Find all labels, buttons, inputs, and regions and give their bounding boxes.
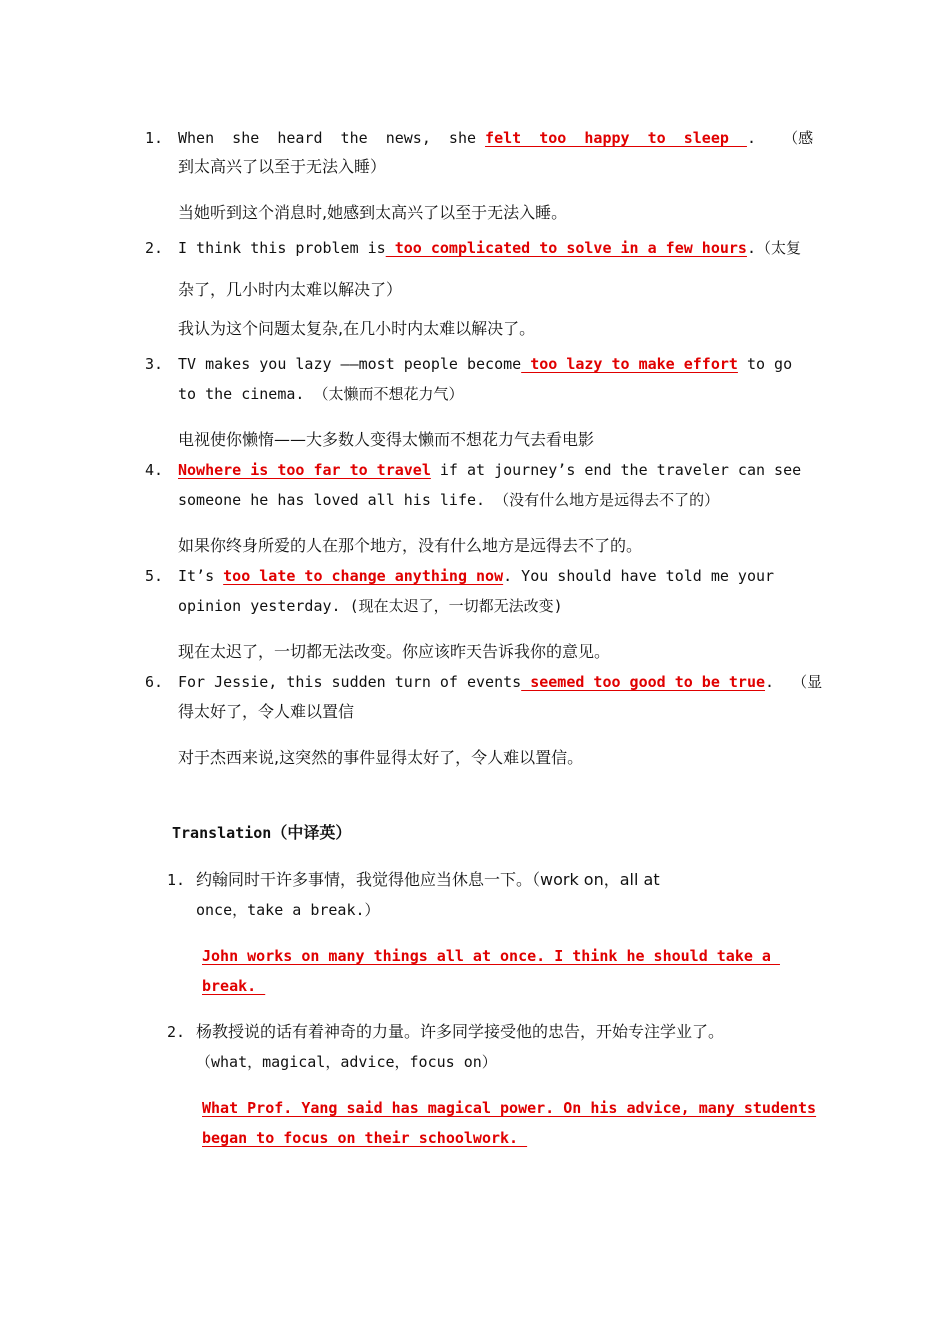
chinese-translation: 现在太迟了，一切都无法改变。你应该昨天告诉我你的意见。 [178, 642, 611, 661]
item-number: 6. [145, 673, 164, 691]
prompt-line-2: （what，magical，advice，focus on） [196, 1053, 497, 1071]
sentence-text: It’s [178, 567, 224, 585]
sentence-text: .（太复 [746, 239, 801, 257]
item-number: 5. [145, 567, 164, 585]
section-title-cn: （中译英） [271, 823, 352, 842]
section-title [172, 823, 351, 844]
sentence-text: . You should have told me your [503, 567, 775, 585]
answer-line-1: John works on many things all at once. I think he should take a [202, 947, 780, 965]
answer-text: felt too happy to sleep [485, 129, 747, 147]
answer-line-2: break. [202, 977, 266, 995]
sentence-line-2: opinion yesterday. (现在太迟了，一切都无法改变) [178, 597, 563, 615]
sentence-text: For Jessie, this sudden turn of events [178, 673, 522, 691]
answer-text: Nowhere is too far to travel [178, 461, 431, 479]
chinese-translation: 如果你终身所爱的人在那个地方，没有什么地方是远得去不了的。 [178, 536, 643, 555]
prompt-line-2: once，take a break.） [196, 901, 380, 919]
section-title-en: Translation [172, 824, 272, 842]
sentence-line-2: 到太高兴了以至于无法入睡） [178, 157, 387, 176]
prompt-line-1: 约翰同时干许多事情，我觉得他应当休息一下。（work on，all at [196, 870, 660, 889]
sentence-line-1 [178, 128, 813, 148]
answer-line-2: began to focus on their schoolwork. [202, 1129, 528, 1147]
chinese-translation: 对于杰西来说,这突然的事件显得太好了，令人难以置信。 [178, 748, 584, 767]
answer-text: seemed too good to be true [521, 673, 766, 691]
item-number: 1. [167, 871, 186, 889]
sentence-line-2: 杂了，几小时内太难以解决了） [178, 280, 403, 299]
sentence-line-1 [178, 460, 801, 480]
sentence-line-2: 得太好了，令人难以置信 [178, 702, 355, 721]
item-number: 4. [145, 461, 164, 479]
sentence-line-1 [178, 354, 792, 374]
answer-text: too complicated to solve in a few hours [385, 239, 747, 257]
sentence-text: I think this problem is [178, 239, 386, 257]
sentence-text: if at journey’s end the traveler can see [430, 461, 802, 479]
sentence-line-1 [178, 672, 822, 692]
chinese-translation: 我认为这个问题太复杂,在几小时内太难以解决了。 [178, 319, 536, 338]
sentence-text: When she heard the news, she [178, 129, 486, 147]
item-number: 1. [145, 129, 164, 147]
sentence-line-1 [178, 566, 774, 586]
item-number: 3. [145, 355, 164, 373]
answer-text: too lazy to make effort [521, 355, 738, 373]
sentence-line-2: someone he has loved all his life. （没有什么地方是远得去不了的） [178, 491, 720, 509]
sentence-text: TV makes you lazy ——most people become [178, 355, 522, 373]
chinese-translation: 当她听到这个消息时,她感到太高兴了以至于无法入睡。 [178, 203, 568, 222]
item-number: 2. [145, 239, 164, 257]
prompt-line-1: 杨教授说的话有着神奇的力量。许多同学接受他的忠告，开始专注学业了。 [196, 1022, 725, 1041]
sentence-text: . （感 [746, 129, 814, 147]
answer-text: too late to change anything now [223, 567, 504, 585]
sentence-line-2: to the cinema. （太懒而不想花力气） [178, 385, 464, 403]
chinese-translation: 电视使你懒惰——大多数人变得太懒而不想花力气去看电影 [178, 430, 595, 449]
sentence-line-1 [178, 238, 801, 258]
item-number: 2. [167, 1023, 186, 1041]
answer-line-1: What Prof. Yang said has magical power. On his advice, many students [202, 1099, 817, 1117]
sentence-text: to go [737, 355, 793, 373]
sentence-text: . （显 [765, 673, 823, 691]
